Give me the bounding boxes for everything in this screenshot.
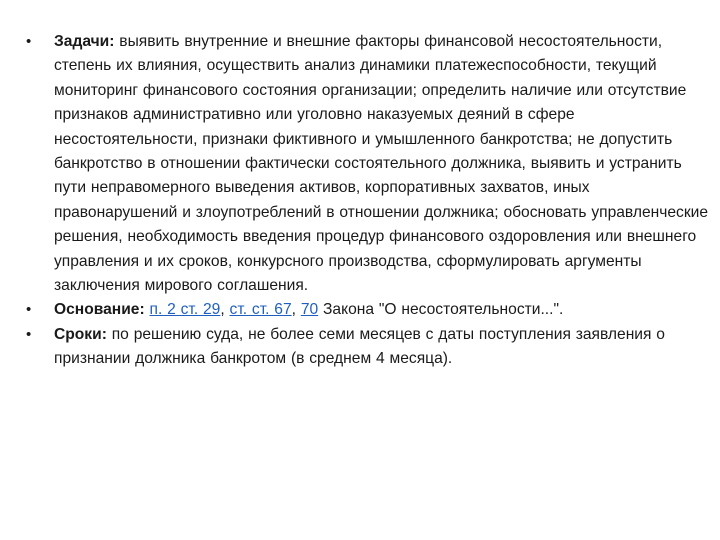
basis-term: Основание: xyxy=(54,301,145,319)
law-link-70[interactable]: 70 xyxy=(300,301,319,319)
bullet-marker: • xyxy=(26,33,32,50)
law-link-p2-st29[interactable]: п. 2 ст. 29 xyxy=(149,301,221,319)
basis-tail: Закона "О несостоятельности...". xyxy=(318,301,564,319)
tasks-term: Задачи: xyxy=(54,33,115,50)
bullet-marker: • xyxy=(26,301,32,319)
basis-separator: , xyxy=(220,301,230,319)
bullet-terms xyxy=(24,323,712,372)
terms-text: по решению суда, не более семи месяцев с даты поступления заявления о признании должника банкротом (в среднем 4 месяца). xyxy=(54,325,665,368)
tasks-text: выявить внутренние и внешние факторы финансовой несостоятельности, степень их влияния, осуществить анализ динамики платежеспособности, текущий мониторинг финансового состояния организации; определить наличие или отсутствие признаков административно или уголовно наказуемых деяний в сфере несостоятельности, признаки фиктивного и умышленного банкротства; не допустить банкротство в отношении фактически состоятельного должника, выявить и устранить пути неправомерного выведения активов, корпоративных захватов, иных правонарушений и злоупотреблений в отношении должника; обосновать управленческие решения, необходимость введения процедур финансового оздоровления или внешнего управления и их сроков, конкурсного производства, сформулировать аргументы заключения мирового соглашения. xyxy=(54,33,709,295)
basis-separator: , xyxy=(291,301,301,319)
bullet-list xyxy=(24,30,712,372)
bullet-tasks xyxy=(24,30,712,298)
bullet-basis xyxy=(24,298,712,322)
law-link-st67[interactable]: ст. ст. 67 xyxy=(229,301,292,319)
terms-term: Сроки: xyxy=(54,325,107,343)
bullet-marker: • xyxy=(26,325,32,343)
